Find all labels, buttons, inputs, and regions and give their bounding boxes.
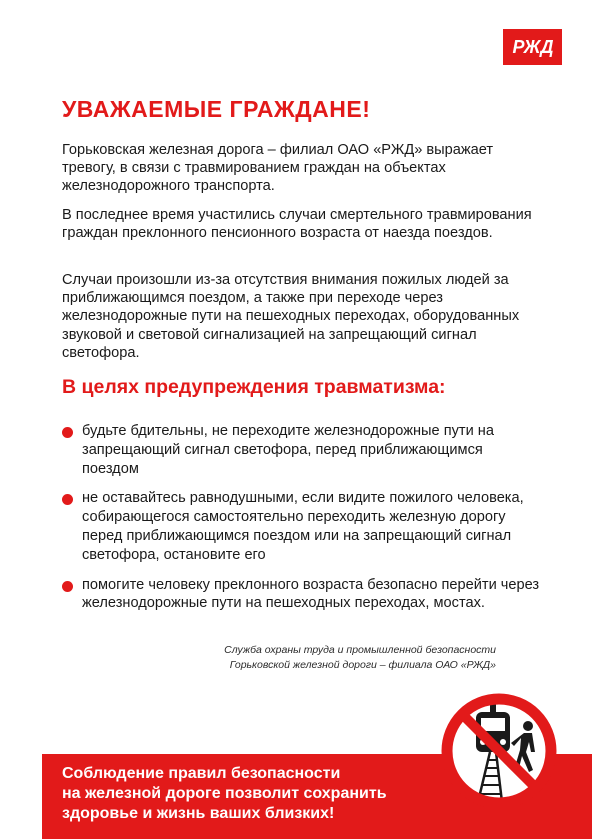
causes-paragraph: Случаи произошли из-за отсутствия внимания пожилых людей за приближающимся поездом, а также при переходе через железнодорожные пути на пешеходных переходах, оборудованных звуковой и световой сигнализацией на запрещающий сигнал светофора. <box>62 272 520 361</box>
signature-line-1: Служба охраны труда и промышленной безопасности <box>224 644 496 656</box>
rzd-logo-mark <box>507 35 559 59</box>
banner-line-2: на железной дороге позволит сохранить <box>62 785 387 802</box>
list-item-text: будьте бдительны, не переходите железнодорожные пути на запрещающий сигнал светофора, перед приближающимся поездом <box>82 423 494 477</box>
list-item <box>62 489 542 564</box>
svg-text:РЖД: РЖД <box>511 37 554 57</box>
page-title: УВАЖАЕМЫЕ ГРАЖДАНЕ! <box>62 96 371 122</box>
incidents-paragraph: В последнее время участились случаи смертельного травмирования граждан преклонного пенсионного возраста от наезда поездов. <box>62 207 532 242</box>
rzd-logo <box>503 29 562 65</box>
prevention-list <box>62 422 542 624</box>
no-crossing-prohibition-sign <box>440 692 558 810</box>
prevention-heading: В целях предупреждения травматизма: <box>62 376 446 398</box>
banner-line-1: Соблюдение правил безопасности <box>62 765 341 782</box>
intro-paragraph: Горьковская железная дорога – филиал ОАО «РЖД» выражает тревогу, в связи с травмированием граждан на объектах железнодорожного транспорта. <box>62 142 494 195</box>
bullet-dot-icon <box>62 427 73 438</box>
list-item <box>62 576 542 614</box>
signature-block <box>224 643 496 673</box>
list-item <box>62 422 542 478</box>
list-item-text: помогите человеку преклонного возраста безопасно перейти через железнодорожные пути на пешеходных переходах, мостах. <box>82 576 540 612</box>
list-item-text: не оставайтесь равнодушными, если видите пожилого человека, собирающегося самостоятельно переходить железную дорогу перед приближающимся поездом или на запрещающий сигнал светофора, остановите его <box>82 490 524 563</box>
bullet-dot-icon <box>62 581 73 592</box>
banner-text <box>62 764 387 824</box>
bullet-dot-icon <box>62 494 73 505</box>
banner-line-3: здоровье и жизнь ваших близких! <box>62 805 335 822</box>
signature-line-2: Горьковской железной дороги – филиала ОАО «РЖД» <box>229 659 496 671</box>
